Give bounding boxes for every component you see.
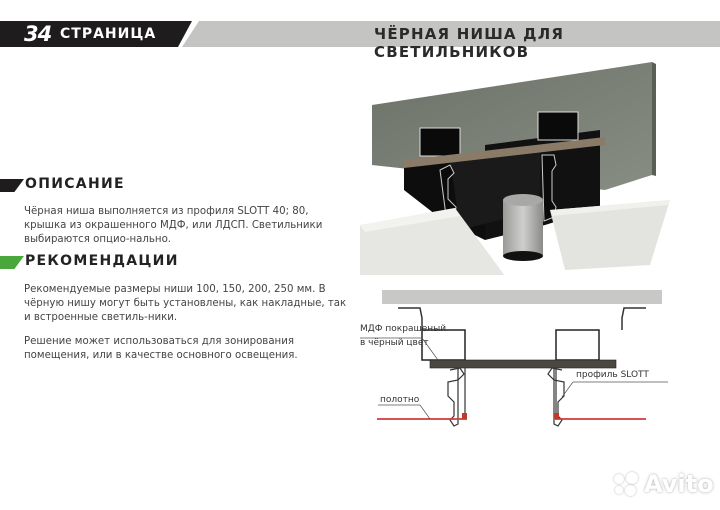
section-flag-icon bbox=[0, 256, 24, 269]
label-mdf: МДФ покрашеный bbox=[360, 324, 447, 334]
section-title: РЕКОМЕНДАЦИИ bbox=[25, 253, 179, 269]
label-mdf-color: в чёрный цвет bbox=[360, 338, 429, 348]
label-profile: профиль SLOTT bbox=[576, 370, 649, 380]
watermark-text: Avito bbox=[644, 470, 714, 498]
section-header-description bbox=[0, 176, 200, 196]
niche-3d-render bbox=[360, 60, 700, 275]
recommendations-paragraph-2: Решение может использоваться для зонирования помещения, или в качестве основного освещения. bbox=[24, 336, 298, 361]
recommendations-paragraph-1: Рекомендуемые размеры ниши 100, 150, 200, 250 мм. В чёрную нишу могут быть установлены, как накладные, так и встроенные светиль-ники. bbox=[24, 284, 347, 323]
niche-section-diagram bbox=[350, 285, 720, 435]
page-label: СТРАНИЦА bbox=[60, 26, 157, 42]
page-header bbox=[0, 21, 720, 61]
label-canvas: полотно bbox=[380, 395, 420, 405]
avito-logo-icon bbox=[614, 472, 640, 496]
page-number: 34 bbox=[24, 22, 52, 46]
section-header-recommendations bbox=[0, 253, 200, 273]
section-flag-icon bbox=[0, 179, 24, 192]
avito-watermark bbox=[614, 470, 714, 498]
section-title: ОПИСАНИЕ bbox=[25, 176, 125, 192]
page-title: ЧЁРНАЯ НИША ДЛЯ СВЕТИЛЬНИКОВ bbox=[374, 25, 565, 61]
description-paragraph: Чёрная ниша выполняется из профиля SLOTT 40; 80, крышка из окрашенного МДФ, или ЛДСП. Светильники выбираются опцио-нально. bbox=[24, 206, 323, 245]
